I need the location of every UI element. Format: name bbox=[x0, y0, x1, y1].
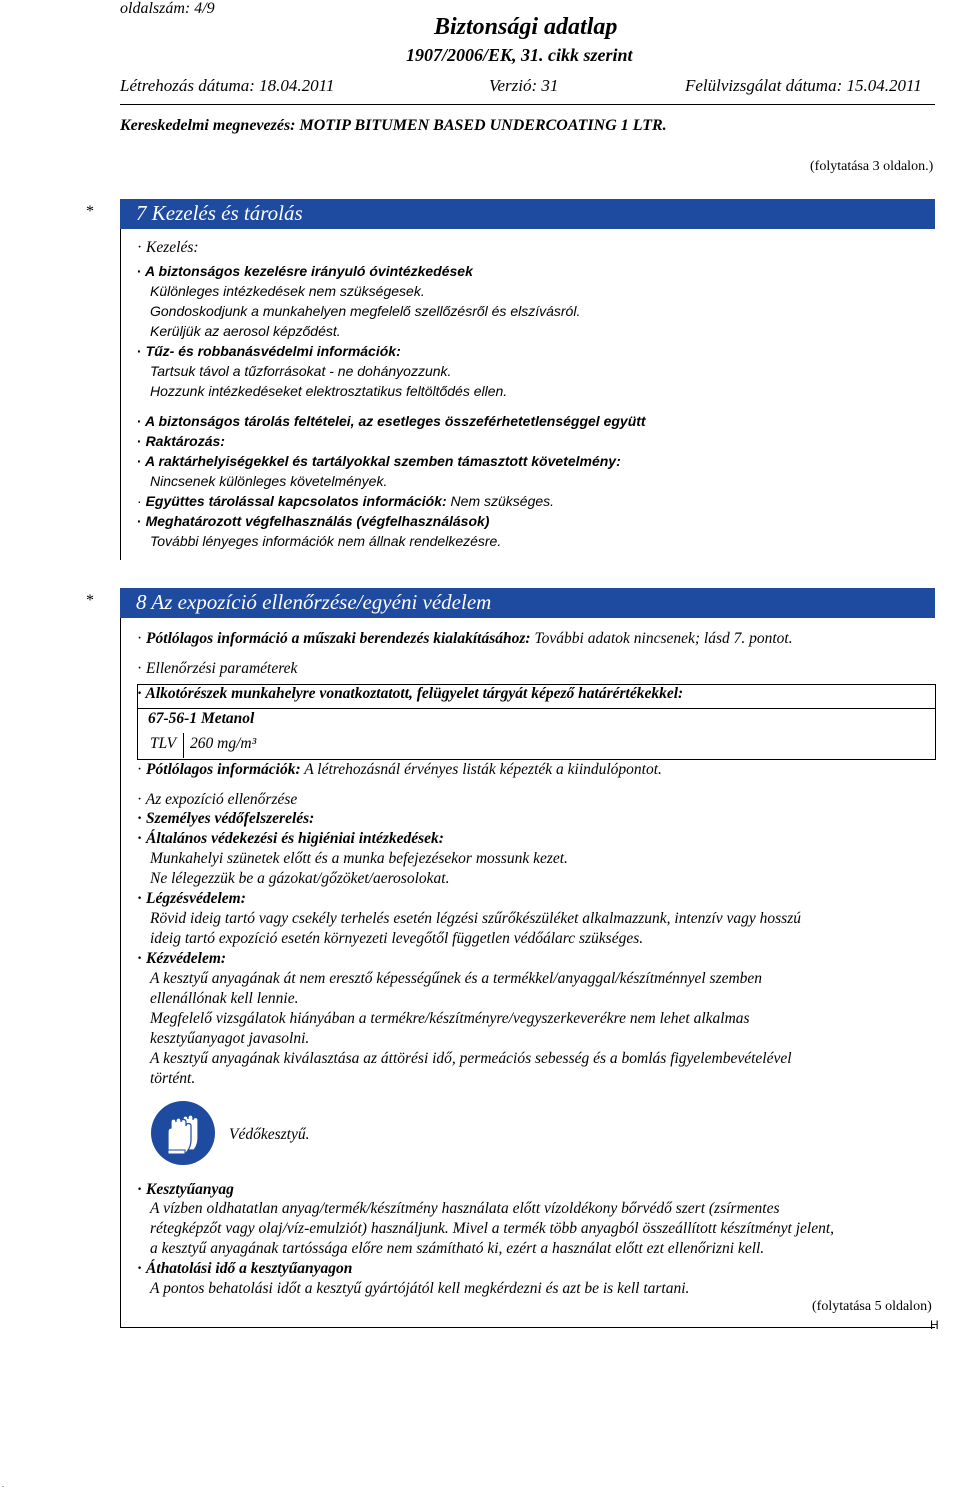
header-rule bbox=[120, 104, 935, 105]
section-7-header bbox=[120, 199, 935, 229]
fire-protection-label: · Tűz- és robbanásvédelmi információk: bbox=[137, 343, 401, 359]
specific-end-use-text: További lényeges információk nem állnak rendelkezésre. bbox=[150, 533, 502, 549]
table-cell-divider bbox=[183, 733, 184, 758]
footer-rule bbox=[120, 1327, 935, 1328]
penetration-time-label: · Áthatolási idő a kesztyűanyagon bbox=[137, 1260, 353, 1277]
handling-label: · Kezelés: bbox=[137, 239, 199, 256]
technical-info: · Pótlólagos információ a műszaki berendezés kialakításához: További adatok nincsenek; lásd 7. pontot. bbox=[137, 630, 793, 647]
hygiene-line: Ne lélegezzük be a gázokat/gőzöket/aerosolokat. bbox=[150, 870, 450, 887]
safe-handling-line: Kerüljük az aerosol képződést. bbox=[150, 323, 341, 339]
glove-material-label: · Kesztyűanyag bbox=[137, 1181, 234, 1198]
glove-material-line: A vízben oldhatatlan anyag/termék/készítmény használata előtt vízoldékony bőrvédő szert (zsírmentes bbox=[150, 1200, 780, 1217]
section-8-frame-line bbox=[120, 618, 121, 1327]
table-rule bbox=[137, 708, 935, 709]
hand-protection-line: kesztyűanyagot javasolni. bbox=[150, 1030, 310, 1047]
safe-handling-label: · A biztonságos kezelésre irányuló óvintézkedések bbox=[137, 263, 473, 279]
joint-storage-info: · Együttes tárolással kapcsolatos információk: Nem szükséges. bbox=[137, 493, 555, 509]
substance-name: 67-56-1 Metanol bbox=[148, 710, 255, 727]
hand-protection-line: történt. bbox=[150, 1070, 196, 1087]
hand-protection-line: A kesztyű anyagának át nem eresztő képességűnek és a termékkel/anyaggal/készítménnyel szemben bbox=[150, 970, 763, 987]
creation-date: Létrehozás dátuma: 18.04.2011 bbox=[120, 76, 335, 95]
storage-requirements-label: · A raktárhelyiségekkel és tartályokkal szemben támasztott követelmény: bbox=[137, 453, 621, 469]
specific-end-use-label: · Meghatározott végfelhasználás (végfelhasználások) bbox=[137, 513, 490, 529]
fire-protection-line: Hozzunk intézkedéseket elektrosztatikus feltöltődés ellen. bbox=[150, 383, 508, 399]
document-subtitle: 1907/2006/EK, 31. cikk szerint bbox=[406, 45, 633, 65]
section-8-header bbox=[120, 588, 935, 618]
version: Verzió: 31 bbox=[489, 76, 559, 95]
storage-conditions-label: · A biztonságos tárolás feltételei, az esetleges összeférhetetlenséggel együtt bbox=[137, 413, 646, 429]
gloves-caption: Védőkesztyű. bbox=[229, 1126, 310, 1143]
corner-mark: . bbox=[2, 1480, 4, 1489]
fire-protection-line: Tartsuk távol a tűzforrásokat - ne dohányozzunk. bbox=[150, 363, 452, 379]
exposure-control-label: · Az expozíció ellenőrzése bbox=[137, 791, 298, 808]
protective-gloves-icon bbox=[150, 1100, 216, 1166]
section-8-title: 8 Az expozíció ellenőrzése/egyéni védelem bbox=[136, 590, 492, 614]
hand-protection-label: · Kézvédelem: bbox=[137, 950, 227, 967]
safe-handling-line: Különleges intézkedések nem szükségesek. bbox=[150, 283, 425, 299]
glove-material-line: a kesztyű anyagának tartóssága előre nem számítható ki, ezért a használat előtt ezt ellenőrizni kell. bbox=[150, 1240, 765, 1257]
hygiene-label: · Általános védekezési és higiéniai intézkedések: bbox=[137, 830, 444, 847]
hand-protection-line: Megfelelő vizsgálatok hiányában a termékre/készítményre/vegyszerkeverékre nem lehet alkalmas bbox=[150, 1010, 750, 1027]
glove-material-line: rétegképzőt vagy olaj/víz-emulziót) használjunk. Mivel a termék több anyagból összeállított készítményt jelent, bbox=[150, 1220, 835, 1237]
language-code: H bbox=[930, 1318, 939, 1332]
section-7-frame-line bbox=[120, 229, 121, 560]
hygiene-line: Munkahelyi szünetek előtt és a munka befejezésekor mossunk kezet. bbox=[150, 850, 568, 867]
revision-marker: * bbox=[86, 592, 94, 609]
respiratory-line: Rövid ideig tartó vagy csekély terhelés esetén légzési szűrőkészüléket alkalmazzunk, intenzív vagy hosszú bbox=[150, 910, 801, 927]
page-number: oldalszám: 4/9 bbox=[120, 0, 215, 17]
revision-date: Felülvizsgálat dátuma: 15.04.2011 bbox=[685, 76, 922, 95]
section-7-title: 7 Kezelés és tárolás bbox=[136, 201, 303, 225]
limit-value: 260 mg/m³ bbox=[190, 735, 257, 752]
limit-values-label: · Alkotórészek munkahelyre vonatkoztatott, felügyelet tárgyát képező határértékekkel: bbox=[137, 685, 684, 702]
safe-handling-line: Gondoskodjunk a munkahelyen megfelelő szellőzésről és elszívásról. bbox=[150, 303, 581, 319]
continued-from: (folytatása 3 oldalon.) bbox=[810, 159, 934, 174]
trade-name: Kereskedelmi megnevezés: MOTIP BITUMEN BASED UNDERCOATING 1 LTR. bbox=[120, 117, 667, 134]
penetration-time-text: A pontos behatolási időt a kesztyű gyártójától kell megkérdezni és azt be is kell tartani. bbox=[150, 1280, 690, 1297]
hand-protection-line: A kesztyű anyagának kiválasztása az áttörési idő, permeációs sebesség és a bomlás figyelembevételével bbox=[150, 1050, 792, 1067]
respiratory-protection-label: · Légzésvédelem: bbox=[137, 890, 246, 907]
limit-type: TLV bbox=[150, 735, 177, 752]
continued-on: (folytatása 5 oldalon) bbox=[812, 1299, 932, 1314]
ppe-label: · Személyes védőfelszerelés: bbox=[137, 810, 315, 827]
revision-marker: * bbox=[86, 203, 94, 220]
storage-requirements-text: Nincsenek különleges követelmények. bbox=[150, 473, 388, 489]
hand-protection-line: ellenállónak kell lennie. bbox=[150, 990, 299, 1007]
document-title: Biztonsági adatlap bbox=[434, 14, 618, 40]
control-parameters-label: · Ellenőrzési paraméterek bbox=[137, 660, 298, 677]
additional-info: · Pótlólagos információk: A létrehozásnál érvényes listák képezték a kiindulópontot. bbox=[137, 761, 662, 778]
respiratory-line: ideig tartó expozíció esetén környezeti levegőtől független védőálarc szükséges. bbox=[150, 930, 644, 947]
storage-label: · Raktározás: bbox=[137, 433, 225, 449]
